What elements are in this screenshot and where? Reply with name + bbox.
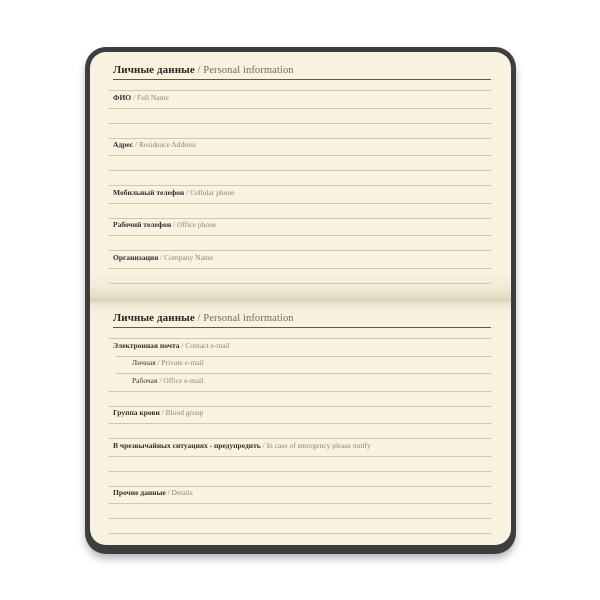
- field-label-separator: /: [158, 252, 165, 262]
- field-label-russian: Рабочий телефон: [113, 220, 172, 229]
- field-label: [113, 253, 213, 262]
- notebook-cover: [85, 47, 516, 554]
- field-label: [113, 220, 216, 229]
- notebook-page-bottom: [90, 300, 511, 545]
- field-label: [113, 188, 234, 197]
- page-title-separator: /: [194, 65, 204, 76]
- field-label-separator: /: [165, 488, 172, 497]
- page-title-russian: Личные данные: [113, 312, 195, 324]
- field-label-english: Cellular phone: [190, 187, 235, 197]
- page-title-english: Personal information: [203, 313, 294, 324]
- ruled-line: [109, 90, 491, 91]
- field-label-separator: /: [155, 358, 162, 367]
- field-label-english: Contact e-mail: [185, 340, 230, 350]
- ruled-line: [116, 373, 491, 374]
- field-label-russian: Рабочая: [132, 375, 158, 385]
- ruled-line: [109, 438, 491, 439]
- ruled-line: [109, 283, 491, 284]
- ruled-line: [109, 218, 491, 219]
- field-label-separator: /: [131, 92, 137, 102]
- field-label-russian: ФИО: [113, 92, 132, 102]
- ruled-line: [109, 471, 491, 472]
- notebook-page-top: [90, 52, 511, 300]
- ruled-line: [116, 356, 491, 357]
- field-label-english: Details: [171, 488, 193, 497]
- ruled-line: [109, 185, 491, 186]
- ruled-line: [109, 108, 491, 109]
- field-label: [113, 408, 203, 417]
- ruled-line: [109, 406, 491, 407]
- field-label: [113, 341, 230, 350]
- ruled-line: [109, 486, 491, 487]
- field-label-separator: /: [157, 375, 164, 385]
- ruled-line: [109, 533, 491, 534]
- field-label-russian: Группа крови: [113, 408, 160, 417]
- ruled-line: [109, 123, 491, 124]
- field-label: [113, 93, 169, 102]
- field-label: [113, 488, 193, 497]
- field-label-russian: В чрезвычайных ситуациях - предупредить: [113, 440, 261, 450]
- ruled-line: [109, 250, 491, 251]
- ruled-line: [109, 170, 491, 171]
- field-label-english: Office phone: [177, 220, 217, 229]
- field-label-separator: /: [171, 220, 178, 229]
- ruled-line: [109, 155, 491, 156]
- field-label-separator: /: [159, 408, 166, 417]
- field-label-separator: /: [260, 440, 267, 450]
- ruled-line: [109, 268, 491, 269]
- field-label: [113, 140, 196, 149]
- ruled-line: [109, 503, 491, 504]
- page-title-english: Personal information: [203, 65, 294, 76]
- page-title: [113, 64, 294, 77]
- field-label: [132, 358, 204, 367]
- field-label-english: Office e-mail: [163, 375, 204, 385]
- ruled-line: [109, 235, 491, 236]
- ruled-line: [109, 456, 491, 457]
- field-label-russian: Личная: [132, 358, 156, 367]
- field-label-english: Residence Address: [138, 140, 196, 149]
- field-label-russian: Организация: [113, 252, 159, 262]
- page-title-separator: /: [194, 313, 204, 324]
- field-label-english: Full Name: [136, 92, 169, 102]
- ruled-line: [109, 391, 491, 392]
- page-title: [113, 312, 294, 325]
- ruled-line: [109, 203, 491, 204]
- title-accent-rule: [113, 79, 491, 80]
- field-label-english: In case of emergency please notify: [266, 440, 371, 450]
- field-label-russian: Электронная почта: [113, 340, 180, 350]
- page-title-russian: Личные данные: [113, 64, 195, 76]
- ruled-line: [109, 423, 491, 424]
- ruled-line: [109, 138, 491, 139]
- title-accent-rule: [113, 327, 491, 328]
- field-label-russian: Прочие данные: [113, 488, 166, 497]
- field-label: [113, 441, 371, 450]
- field-label-separator: /: [184, 187, 191, 197]
- ruled-line: [109, 518, 491, 519]
- field-label-english: Company Name: [164, 252, 214, 262]
- field-label-english: Private e-mail: [161, 358, 204, 367]
- field-label-english: Blood group: [165, 408, 204, 417]
- field-label: [132, 376, 203, 385]
- ruled-line: [109, 338, 491, 339]
- field-label-separator: /: [179, 340, 186, 350]
- field-label-separator: /: [133, 140, 139, 149]
- field-label-russian: Адрес: [113, 140, 134, 149]
- field-label-russian: Мобильный телефон: [113, 187, 185, 197]
